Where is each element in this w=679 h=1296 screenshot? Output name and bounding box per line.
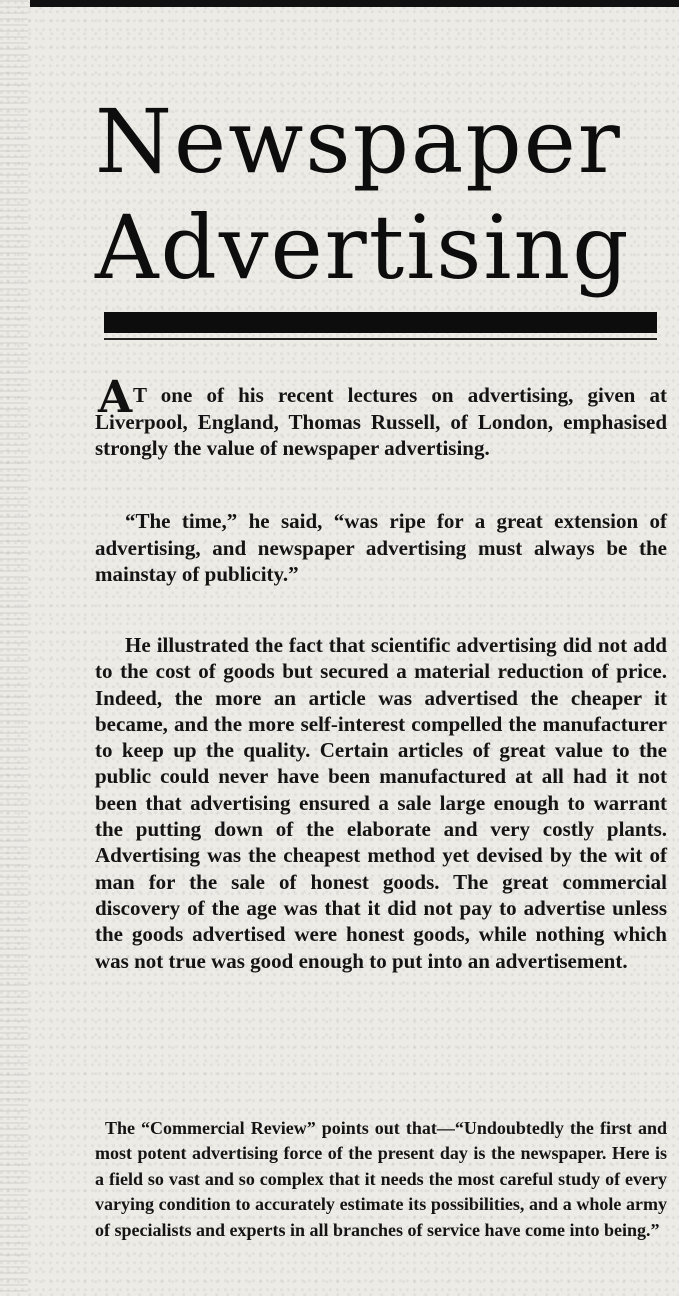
thin-divider-rule (104, 338, 657, 340)
paragraph-main (95, 632, 667, 974)
paragraph-text: He illustrated the fact that scientific advertising did not add to the cost of goods but secured a material reduction of price. Indeed, the more an article was advertised the cheaper it became, and the more self-interest compelled the manufacturer to keep up the quality. Certain articles of great value to the public could never have been manufactured at all had it not been that advertising ensured a sale large enough to warrant the putting down of the elaborate and very costly plants. Advertising was the cheapest method yet devised by the wit of man for the sale of honest goods. The great commercial discovery of the age was that it did not pay to advertise unless the goods advertised were honest goods, while nothing which was not true was good enough to put into an advertisement. (95, 633, 667, 973)
headline-line-2: Advertising (95, 196, 631, 299)
paragraph-commercial-review (95, 1116, 667, 1243)
drop-cap: A (98, 372, 133, 423)
heavy-divider-rule (104, 312, 657, 333)
paragraph-text: T one of his recent lectures on advertising, given at Liverpool, England, Thomas Russell, of London, emphasised strongly the value of newspaper advertising. (95, 383, 667, 460)
paragraph-text: The “Commercial Review” points out that—“Undoubtedly the first and most potent advertising force of the present day is the newspaper. Here is a field so vast and so complex that it needs the most careful study of every varying condition to accurately estimate its possibilities, and a whole army of specialists and experts in all branches of service have come into being.” (95, 1118, 667, 1240)
page-edge-texture (0, 0, 28, 1296)
top-border-rule (30, 0, 679, 7)
paragraph-intro (95, 382, 667, 462)
paragraph-quote (95, 508, 667, 588)
paragraph-text: “The time,” he said, “was ripe for a great extension of advertising, and newspaper advertising must always be the mainstay of publicity.” (95, 509, 667, 586)
headline-line-1: Newspaper (95, 90, 622, 193)
